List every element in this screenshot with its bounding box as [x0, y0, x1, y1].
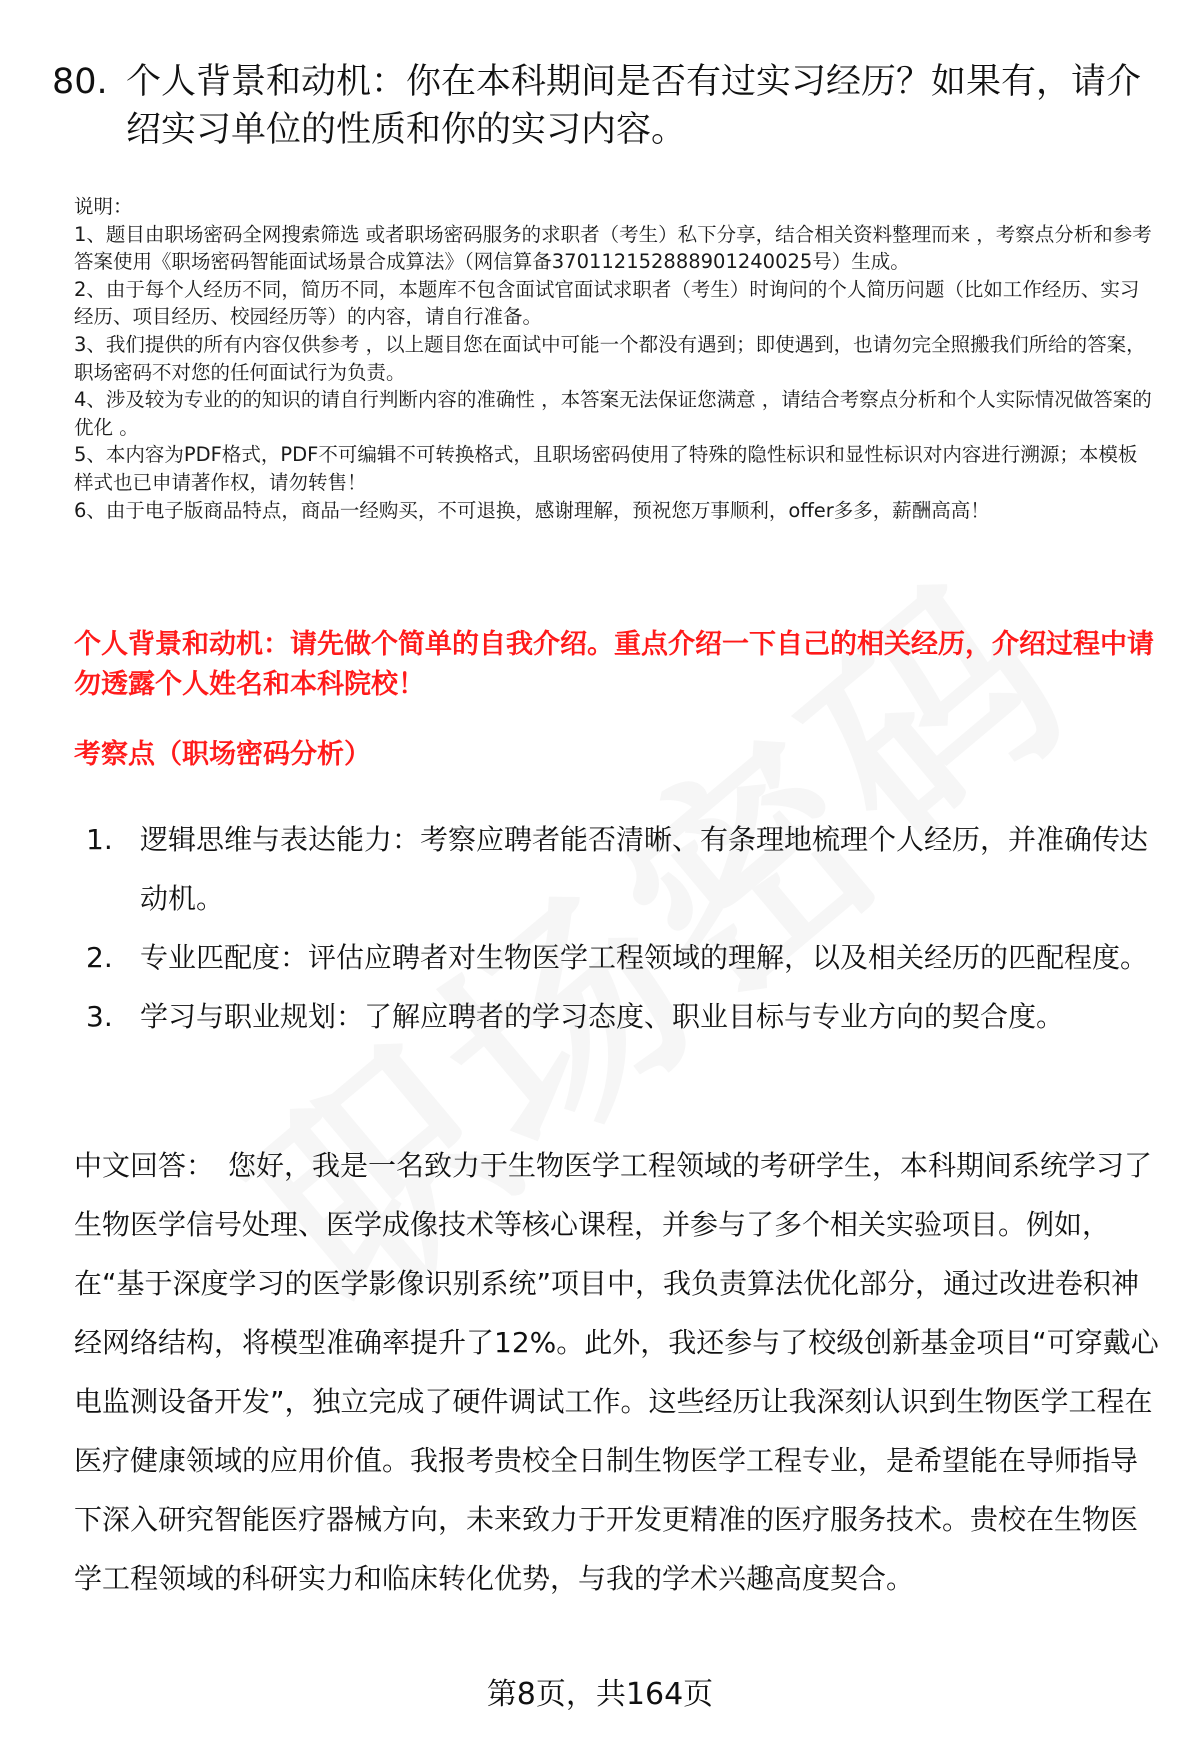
- list-item: [74, 928, 1154, 987]
- red-heading: 个人背景和动机：请先做个简单的自我介绍。重点介绍一下自己的相关经历，介绍过程中请勿透露个人姓名和本科院校！: [74, 629, 1154, 700]
- question-text: 个人背景和动机：你在本科期间是否有过实习经历？如果有，请介绍实习单位的性质和你的实习内容。: [126, 62, 1142, 150]
- page-footer: 第8页，共164页: [486, 1677, 714, 1712]
- answer-text: 您好，我是一名致力于生物医学工程领域的考研学生，本科期间系统学习了生物医学信号处理、医学成像技术等核心课程，并参与了多个相关实验项目。例如，在“基于深度学习的医学影像识别系统”项目中，我负责算法优化部分，通过改进卷积神经网络结构，将模型准确率提升了12%。此外，我还参与了校级创新基金项目“可穿戴心电监测设备开发”，独立完成了硬件调试工作。这些经历让我深刻认识到生物医学工程在医疗健康领域的应用价值。我报考贵校全日制生物医学工程专业，是希望能在导师指导下深入研究智能医疗器械方向，未来致力于开发更精准的医疗服务技术。贵校在生物医学工程领域的科研实力和临床转化优势，与我的学术兴趣高度契合。: [74, 1149, 1159, 1595]
- notes-item: 3、我们提供的所有内容仅供参考 ，以上题目您在面试中可能一个都没有遇到；即使遇到，也请勿完全照搬我们所给的答案，职场密码不对您的任何面试行为负责。: [74, 332, 1146, 384]
- notes-item: 5、本内容为PDF格式，PDF不可编辑不可转换格式，且职场密码使用了特殊的隐性标识和显性标识对内容进行溯源；本模板样式也已申请著作权，请勿转售！: [74, 443, 1138, 494]
- answer-paragraph: [74, 1136, 1160, 1608]
- notes-item: 6、由于电子版商品特点，商品一经购买，不可退换，感谢理解，预祝您万事顺利，offer多多，薪酬高高！: [74, 498, 990, 522]
- list-item-number: 3.: [86, 1000, 113, 1033]
- answer-label: 中文回答：: [74, 1149, 215, 1182]
- notes-item: 4、涉及较为专业的的知识的请自行判断内容的准确性 ，本答案无法保证您满意 ，请结合考察点分析和个人实际情况做答案的优化 。: [74, 388, 1152, 439]
- notes-heading: 说明：: [74, 195, 133, 218]
- list-item-number: 1.: [86, 823, 113, 856]
- list-item-number: 2.: [86, 941, 113, 974]
- question-heading: [52, 58, 1152, 154]
- list-item-text: 专业匹配度：评估应聘者对生物医学工程领域的理解，以及相关经历的匹配程度。: [140, 941, 1149, 974]
- notes-block: [74, 193, 1154, 524]
- list-item-text: 逻辑思维与表达能力：考察应聘者能否清晰、有条理地梳理个人经历，并准确传达动机。: [140, 823, 1149, 915]
- list-item: [74, 810, 1154, 928]
- list-item-text: 学习与职业规划：了解应聘者的学习态度、职业目标与专业方向的契合度。: [140, 1000, 1065, 1033]
- question-number: 80.: [52, 62, 108, 102]
- section-title: 考察点（职场密码分析）: [74, 739, 371, 770]
- notes-item: 1、题目由职场密码全网搜索筛选 或者职场密码服务的求职者（考生）私下分享，结合相关资料整理而来 ，考察点分析和参考答案使用《职场密码智能面试场景合成算法》（网信算备370112152888901240025号）生成。: [74, 222, 1152, 274]
- notes-item: 2、由于每个人经历不同，简历不同，本题库不包含面试官面试求职者（考生）时询问的个人简历问题（比如工作经历、实习经历、项目经历、校园经历等）的内容，请自行准备。: [74, 277, 1140, 329]
- points-list: [74, 810, 1154, 1046]
- list-item: [74, 987, 1154, 1046]
